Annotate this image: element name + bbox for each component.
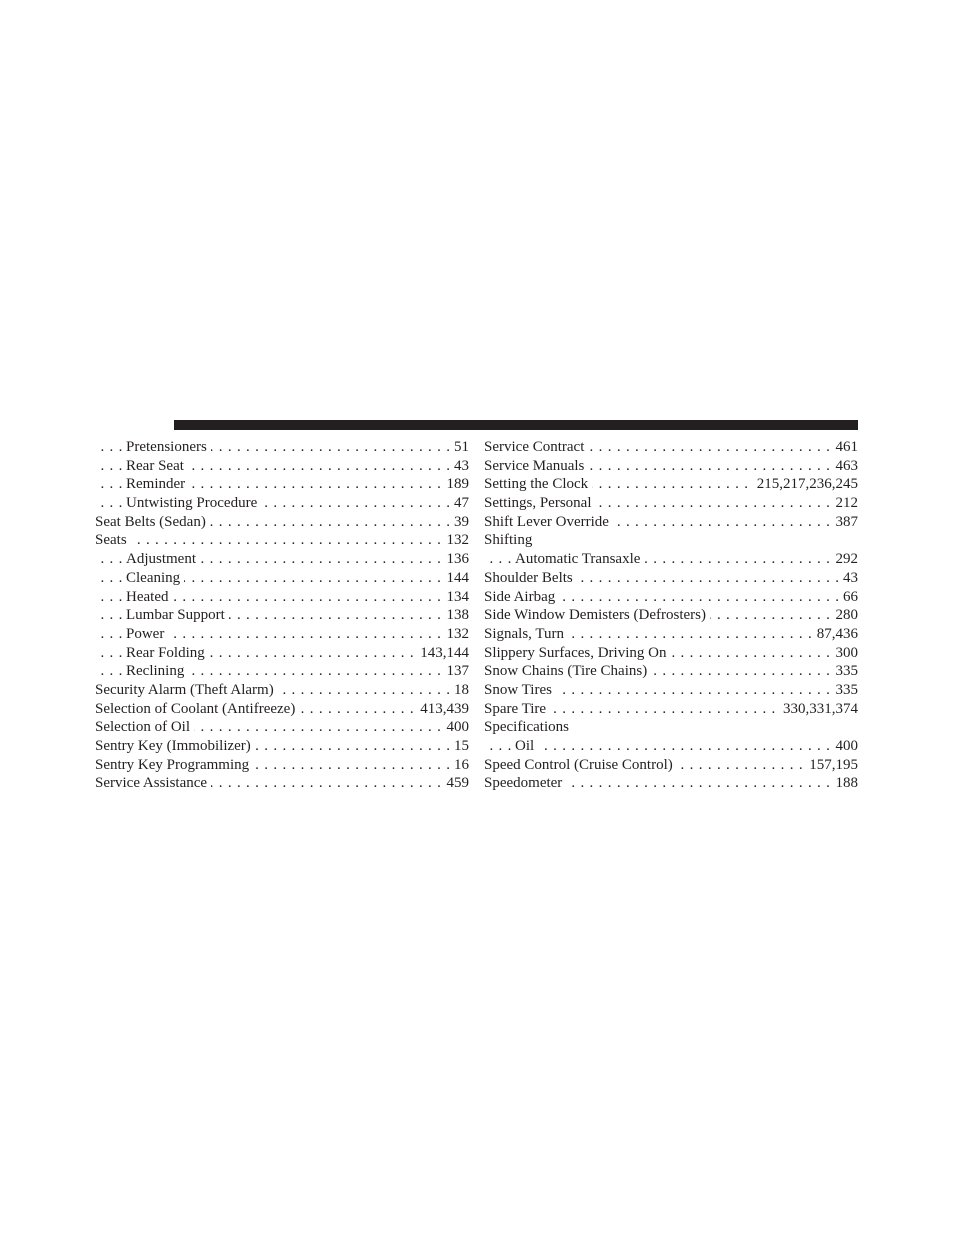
index-entry-page: 43 (450, 457, 469, 476)
index-entry (95, 494, 469, 513)
index-entry (484, 756, 858, 775)
index-entry (484, 513, 858, 532)
index-entry-label: Snow Chains (Tire Chains) (484, 663, 651, 679)
index-entry-page: 132 (443, 625, 470, 644)
index-entry (484, 606, 858, 625)
index-entry-page: 18 (450, 681, 469, 700)
index-entry-page: 461 (832, 438, 859, 457)
index-entry (484, 569, 858, 588)
index-entry-label: Pretensioners (126, 439, 211, 455)
index-entry-label: Sentry Key Programming (95, 757, 253, 773)
index-entry (95, 606, 469, 625)
index-entry-label: Power (126, 626, 168, 642)
index-entry (95, 569, 469, 588)
index-entry-page: 280 (832, 606, 859, 625)
index-entry-label: Lumbar Support (126, 607, 229, 623)
index-entry (484, 718, 858, 737)
index-entry-label: Speedometer (484, 775, 566, 791)
index-entry (484, 625, 858, 644)
index-entry (484, 737, 858, 756)
index-entry-label: Reclining (126, 663, 188, 679)
index-entry-page: 292 (832, 550, 859, 569)
index-entry-label: Setting the Clock (484, 476, 592, 492)
index-entry-label: Slippery Surfaces, Driving On (484, 645, 670, 661)
index-entry (484, 662, 858, 681)
index-entry-page: 157,195 (805, 756, 858, 775)
index-entry (95, 513, 469, 532)
index-entry-page: 212 (832, 494, 859, 513)
index-entry-label: Signals, Turn (484, 626, 568, 642)
index-entry-page: 400 (443, 718, 470, 737)
index-entry-label: Heated (126, 589, 172, 605)
index-entry (484, 531, 858, 550)
index-entry-page: 463 (832, 457, 859, 476)
index-entry-label: Selection of Coolant (Antifreeze) (95, 701, 299, 717)
index-entry (95, 718, 469, 737)
index-column-left (95, 438, 469, 793)
index-entry (484, 494, 858, 513)
index-entry-label: Reminder (126, 476, 189, 492)
index-entry-page: 335 (832, 681, 859, 700)
index-entry-page: 189 (443, 475, 470, 494)
index-entry-label: Service Assistance (95, 775, 211, 791)
index-entry (95, 700, 469, 719)
index-entry (484, 457, 858, 476)
index-entry (484, 550, 858, 569)
index-entry-page: 138 (443, 606, 470, 625)
index-entry (484, 700, 858, 719)
index-entry-label: Security Alarm (Theft Alarm) (95, 682, 278, 698)
index-entry-page: 132 (443, 531, 470, 550)
index-entry-label: Rear Seat (126, 458, 188, 474)
index-entry-label: Side Airbag (484, 589, 559, 605)
index-entry (95, 438, 469, 457)
index-entry-label: Spare Tire (484, 701, 550, 717)
index-entry-page: 143,144 (416, 644, 469, 663)
index-entry-label: Seats (95, 532, 131, 548)
index-entry-label: Speed Control (Cruise Control) (484, 757, 677, 773)
index-entry (95, 756, 469, 775)
index-entry (95, 681, 469, 700)
index-entry (95, 644, 469, 663)
index-entry-page: 43 (839, 569, 858, 588)
index-entry-page: 300 (832, 644, 859, 663)
index-entry-label: Service Manuals (484, 458, 588, 474)
index-column-right (484, 438, 858, 793)
index-entry-label: Shift Lever Override (484, 514, 613, 530)
section-header-bar (174, 420, 858, 430)
index-entry (484, 681, 858, 700)
index-entry (95, 531, 469, 550)
index-entry-label: Snow Tires (484, 682, 556, 698)
index-entry-label: Side Window Demisters (Defrosters) (484, 607, 710, 623)
index-entry-page: 137 (443, 662, 470, 681)
index-entry-page: 16 (450, 756, 469, 775)
index-entry (95, 662, 469, 681)
index-entry-page: 400 (832, 737, 859, 756)
index-entry (484, 774, 858, 793)
index-entry-label: Selection of Oil (95, 719, 194, 735)
index-entry-page: 335 (832, 662, 859, 681)
index-entry-page: 215,217,236,245 (753, 475, 858, 494)
index-entry-label: Cleaning (126, 570, 184, 586)
index-entry (95, 625, 469, 644)
index-entry-label: Untwisting Procedure (126, 495, 261, 511)
index-entry-page: 47 (450, 494, 469, 513)
index-entry (95, 588, 469, 607)
index-entry (95, 475, 469, 494)
index-entry (484, 644, 858, 663)
index-entry (484, 438, 858, 457)
index-entry (484, 475, 858, 494)
index-entry-label: Shoulder Belts (484, 570, 577, 586)
index-entry-page: 387 (832, 513, 859, 532)
index-entry (95, 737, 469, 756)
index-entry-label: Sentry Key (Immobilizer) (95, 738, 255, 754)
index-entry-page: 87,436 (813, 625, 858, 644)
index-entry-label: Service Contract (484, 439, 588, 455)
index-entry-label: Specifications (484, 719, 573, 735)
index-entry (95, 774, 469, 793)
index-entry (484, 588, 858, 607)
index-entry-label: Seat Belts (Sedan) (95, 514, 210, 530)
index-entry-page: 144 (443, 569, 470, 588)
index-entry-label: Oil (515, 738, 538, 754)
index-entry-page: 459 (443, 774, 470, 793)
index-entry-label: Settings, Personal (484, 495, 596, 511)
index-entry-label: Automatic Transaxle (515, 551, 644, 567)
index-entry-label: Rear Folding (126, 645, 209, 661)
index-entry (95, 457, 469, 476)
index-entry-page: 136 (443, 550, 470, 569)
index-entry-page: 51 (450, 438, 469, 457)
index-entry-label: Adjustment (126, 551, 200, 567)
index-entry-page: 66 (839, 588, 858, 607)
index-entry-page: 134 (443, 588, 470, 607)
index-entry-page: 413,439 (416, 700, 469, 719)
index-entry-label: Shifting (484, 532, 536, 548)
index-entry-page: 330,331,374 (779, 700, 858, 719)
index-entry (95, 550, 469, 569)
index-entry-page: 39 (450, 513, 469, 532)
index-entry-page: 188 (832, 774, 859, 793)
index-entry-page: 15 (450, 737, 469, 756)
